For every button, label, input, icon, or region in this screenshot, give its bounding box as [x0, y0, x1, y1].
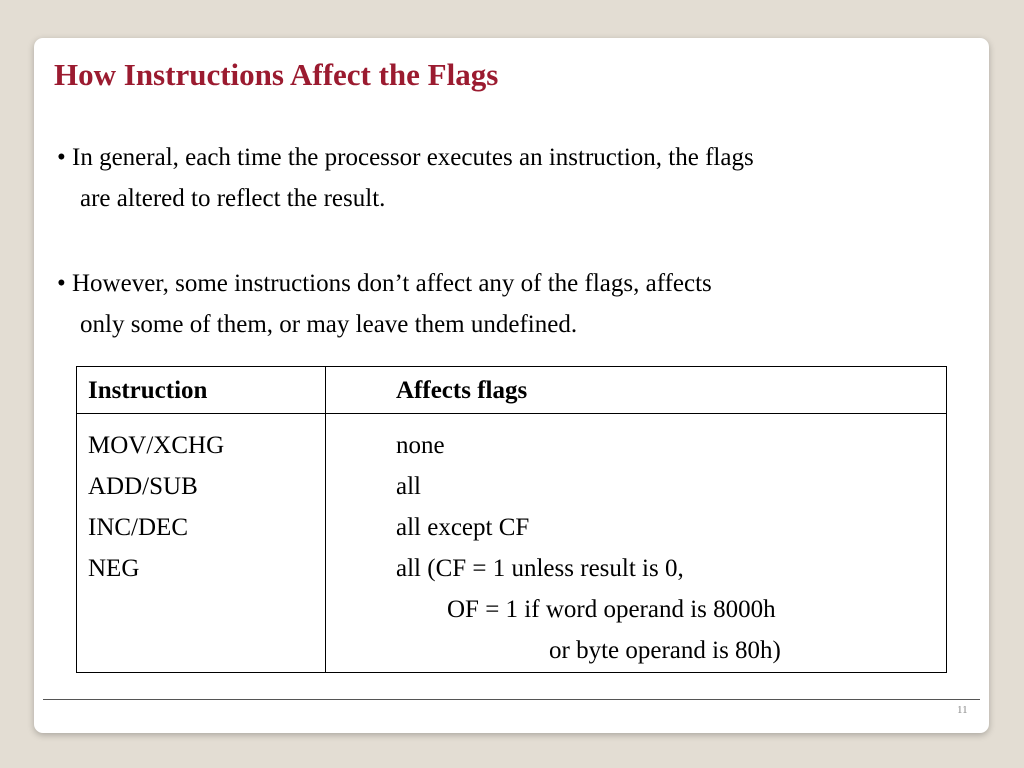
header-instruction: Instruction: [88, 377, 208, 404]
bullet-1: [57, 137, 1007, 219]
flags-cell-continuation: or byte operand is 80h): [549, 637, 781, 664]
instruction-cell: MOV/XCHG: [88, 432, 225, 459]
bullet-2: [57, 263, 1007, 345]
bullet-1-line-2: are altered to reflect the result.: [80, 185, 386, 212]
instruction-cell: ADD/SUB: [88, 473, 198, 500]
instruction-column: [88, 425, 224, 589]
footer-divider: [43, 699, 980, 700]
slide-title: How Instructions Affect the Flags: [54, 57, 499, 92]
bullet-2-line-1: • However, some instructions don’t affect any of the flags, affects: [57, 270, 712, 297]
affects-flags-column: [396, 425, 781, 671]
header-affects-flags: Affects flags: [396, 377, 528, 404]
bullet-1-line-1: • In general, each time the processor executes an instruction, the flags: [57, 144, 754, 171]
flags-table: [76, 366, 947, 673]
flags-cell: all except CF: [396, 514, 530, 541]
flags-cell-continuation: OF = 1 if word operand is 8000h: [447, 596, 776, 623]
flags-cell: all (CF = 1 unless result is 0,: [396, 555, 684, 582]
page-number: 11: [957, 704, 968, 716]
table-column-divider: [325, 367, 326, 672]
bullet-2-line-2: only some of them, or may leave them undefined.: [80, 311, 578, 338]
flags-cell: none: [396, 432, 445, 459]
instruction-cell: NEG: [88, 555, 140, 582]
flags-cell: all: [396, 473, 421, 500]
instruction-cell: INC/DEC: [88, 514, 188, 541]
